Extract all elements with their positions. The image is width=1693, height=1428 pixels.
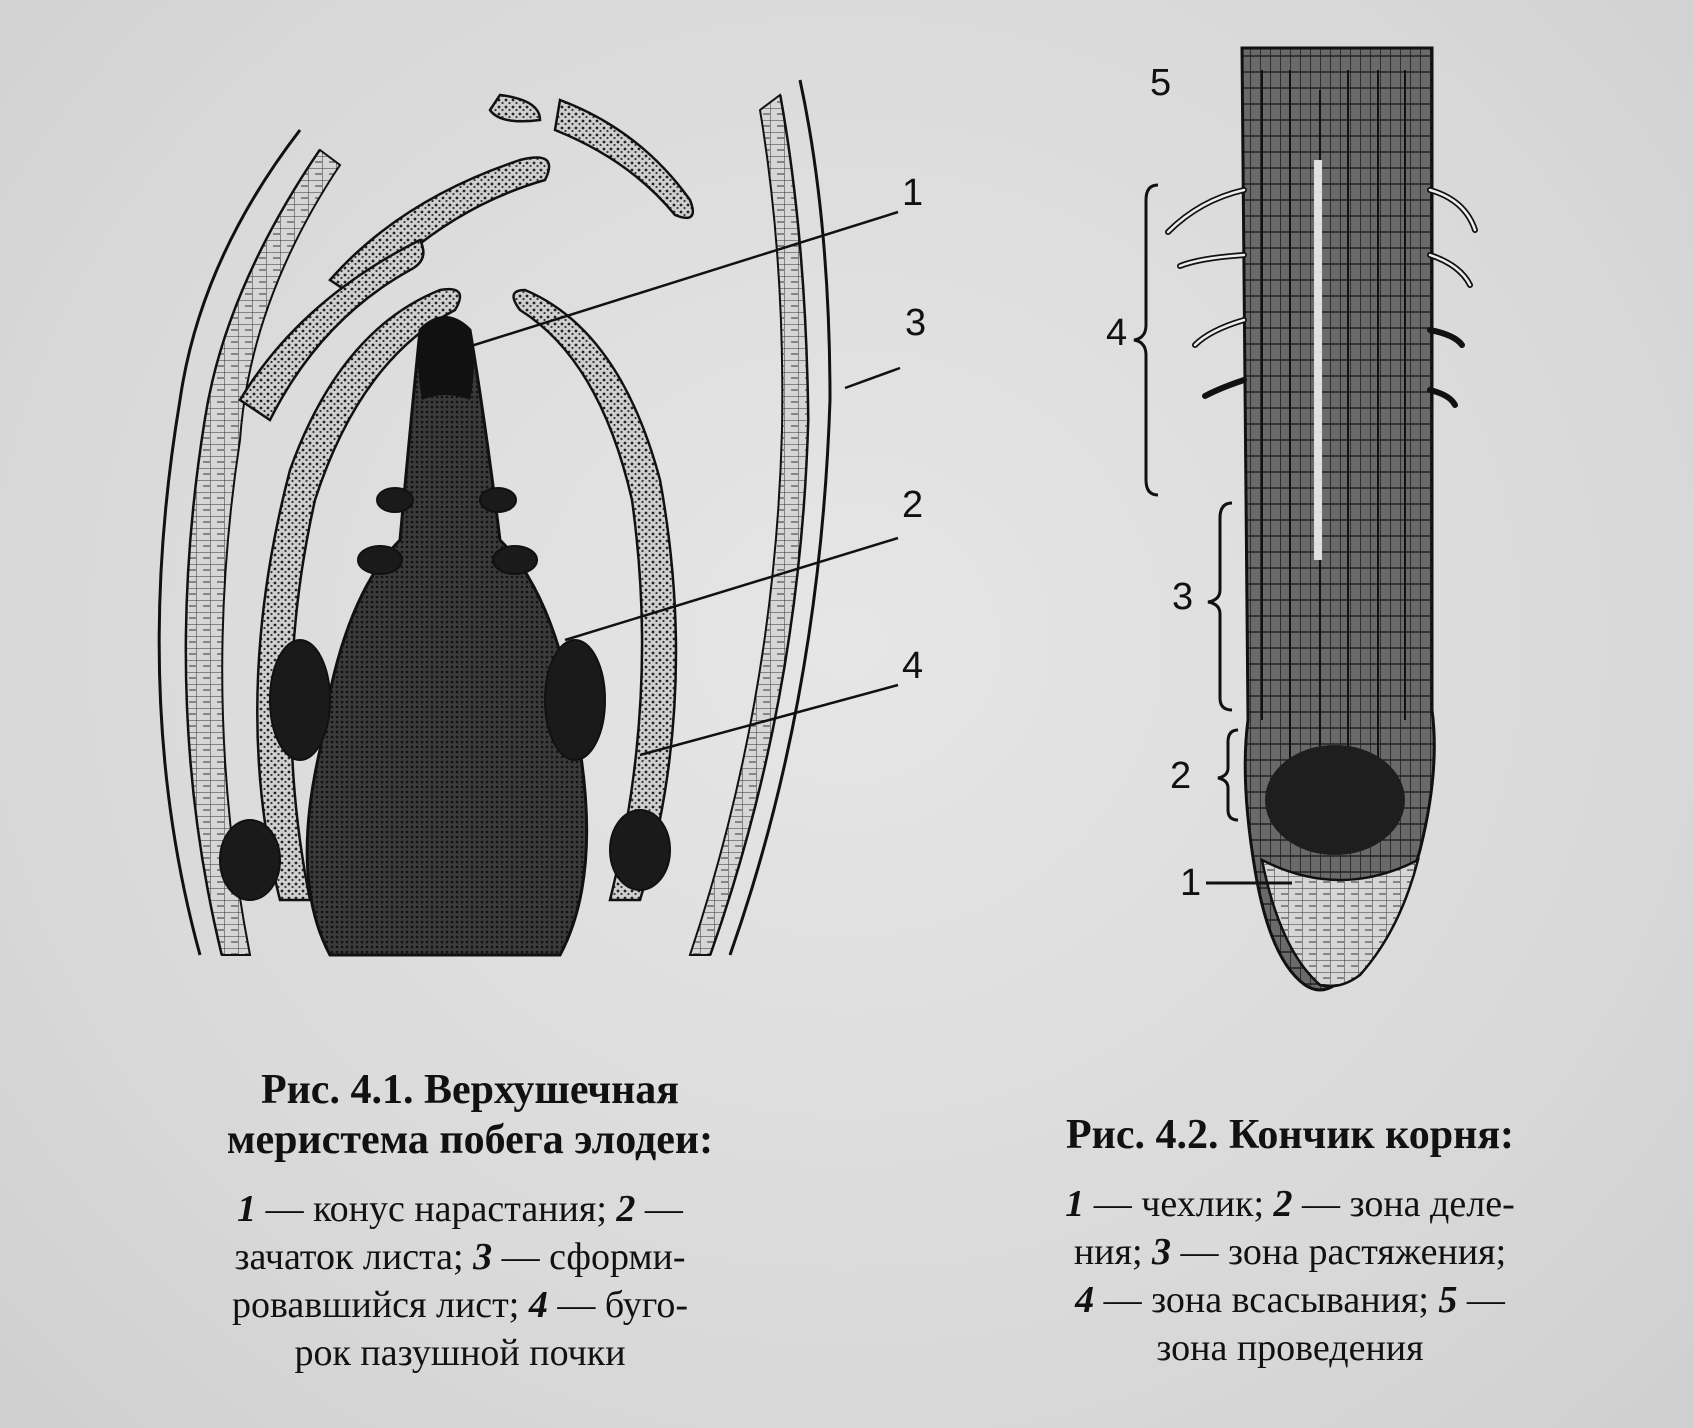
fig1-caption-line2: меристема побега элодеи: xyxy=(226,1117,714,1163)
fig2-legend-line: ния; 3 — зона растяжения; xyxy=(1073,1231,1507,1273)
fig1-legend-line: ровавшийся лист; 4 — буго- xyxy=(231,1284,689,1326)
fig2-legend-line: зона проведения xyxy=(1156,1327,1424,1369)
fig1-callout-2: 2 xyxy=(902,484,924,526)
fig1-caption-title xyxy=(150,1065,790,1165)
fig1-legend-line: зачаток листа; 3 — сформи- xyxy=(234,1236,686,1278)
fig2-callout-3: 3 xyxy=(1172,576,1194,618)
fig2-callout-4: 4 xyxy=(1106,312,1128,354)
fig2-callout-5: 5 xyxy=(1150,62,1172,104)
fig2-legend-line: 1 — чехлик; 2 — зона деле- xyxy=(1065,1183,1515,1225)
fig2-callout-1: 1 xyxy=(1180,862,1202,904)
fig1-callout-3: 3 xyxy=(905,302,927,344)
fig1-legend xyxy=(150,1185,770,1377)
fig2-caption-title: Рис. 4.2. Кончик корня: xyxy=(1065,1112,1515,1158)
fig1-callout-4: 4 xyxy=(902,645,924,687)
fig1-legend-line: 1 — конус нарастания; 2 — xyxy=(237,1188,683,1230)
fig1-legend-line: рок пазушной почки xyxy=(294,1332,626,1374)
fig2-legend-line: 4 — зона всасывания; 5 — xyxy=(1075,1279,1505,1321)
fig2-legend xyxy=(990,1180,1590,1372)
fig1-caption-line1: Рис. 4.1. Верхушечная xyxy=(260,1067,680,1113)
fig1-callout-1: 1 xyxy=(902,172,924,214)
fig2-callout-2: 2 xyxy=(1170,755,1192,797)
